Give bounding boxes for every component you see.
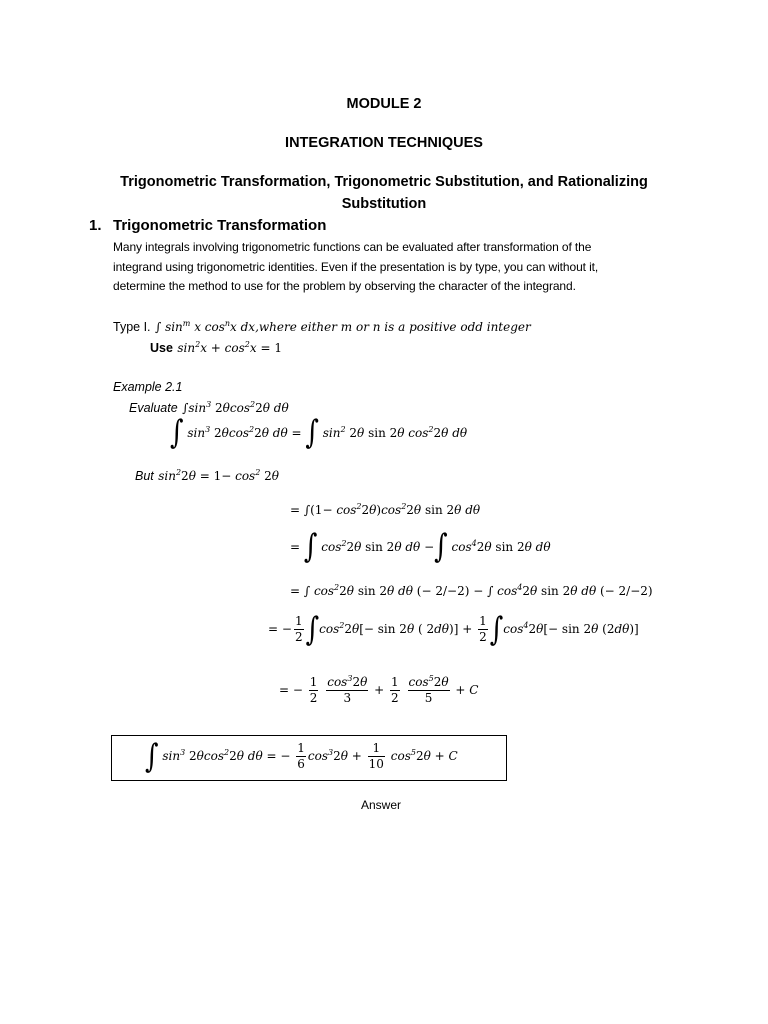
- step-4: [268, 610, 639, 649]
- section-title: INTEGRATION TECHNIQUES: [285, 135, 483, 151]
- evaluate-label: Evaluate: [129, 401, 178, 415]
- type1-formula: ∫ $\sin^m x$ $\cos^nx$ dx,where either m or n is a positive odd integer: [154, 319, 531, 334]
- example-title: Example 2.1: [113, 380, 183, 394]
- step-3-equation: = ∫ $\cos^22\theta$ sin 2θ dθ (− 2/−2) − ∫ $\cos^42\theta$ sin 2θ dθ (− 2/−2): [290, 583, 653, 598]
- subtitle-line-1: Trigonometric Transformation, Trigonometric Substitution, and Rationalizing: [120, 174, 648, 190]
- type1-line: [113, 318, 531, 336]
- step-5-equation: = − $\frac{1}{2}$ $\frac{\cos^32\theta}{3}$ + $\frac{1}{2}$ $\frac{\cos^52\theta}{5}$ + C: [279, 674, 479, 705]
- final-answer: [145, 737, 458, 776]
- subtitle-line-2: Substitution: [341, 196, 427, 212]
- intro-line-3: determine the method to use for the problem by observing the character of the integrand.: [113, 279, 576, 293]
- step-5: [279, 675, 478, 706]
- module-title: MODULE 2: [346, 96, 422, 112]
- step-1: [290, 501, 480, 519]
- but-label: But: [135, 469, 154, 483]
- intro-paragraph: [113, 238, 673, 297]
- type1-label: Type I.: [113, 320, 151, 334]
- rewrite-step: [170, 414, 468, 452]
- but-identity: $\sin^22\theta = 1- \cos^2 2\theta$: [158, 468, 280, 483]
- section-heading: Trigonometric Transformation: [113, 217, 327, 234]
- pythagorean-identity: $\sin^2x + \cos^2x = 1$: [177, 340, 282, 355]
- but-line: [135, 467, 279, 485]
- step-4-equation: = − $\frac{1}{2}$ $\int\cos^22\theta[- \sin 2\theta$ ( 2dθ)] + $\frac{1}{2}$ $\int\cos^42\theta[- \sin 2\theta$ (2dθ)]: [268, 610, 639, 649]
- intro-line-1: Many integrals involving trigonometric functions can be evaluated after transformation of the: [113, 240, 592, 254]
- evaluate-line: [129, 399, 289, 417]
- section-number: 1.: [89, 217, 102, 234]
- step-2: [290, 528, 551, 566]
- intro-line-2: integrand using trigonometric identities. Even if the presentation is by type, you can without it,: [113, 259, 599, 274]
- type1-identity-line: [150, 339, 282, 357]
- final-answer-equation: ∫ $\sin^3 2\theta\cos^22\theta$ dθ = − $\frac{1}{6}$ $\cos^32\theta$ + $\frac{1}{10}$ $\cos^52\theta + C$: [145, 737, 458, 776]
- step-2-equation: = ∫ $\cos^22\theta$ sin 2θ dθ −∫ $\cos^42\theta$ sin 2θ dθ: [290, 528, 551, 566]
- step-3: [290, 582, 653, 600]
- example-integral: $\int\sin^3$ 2θcos$^2$2θ dθ: [182, 400, 289, 415]
- step-1-equation: = $\int(1- \cos^22\theta)\cos^22\theta$ sin 2θ dθ: [290, 502, 481, 517]
- answer-label: Answer: [361, 798, 402, 812]
- rewrite-equation: ∫ $\sin^3 2\theta\cos^22\theta$ dθ = ∫ $\sin^2 2\theta$ sin 2θ $\cos^22\theta$ dθ: [170, 414, 468, 452]
- use-label: Use: [150, 341, 173, 355]
